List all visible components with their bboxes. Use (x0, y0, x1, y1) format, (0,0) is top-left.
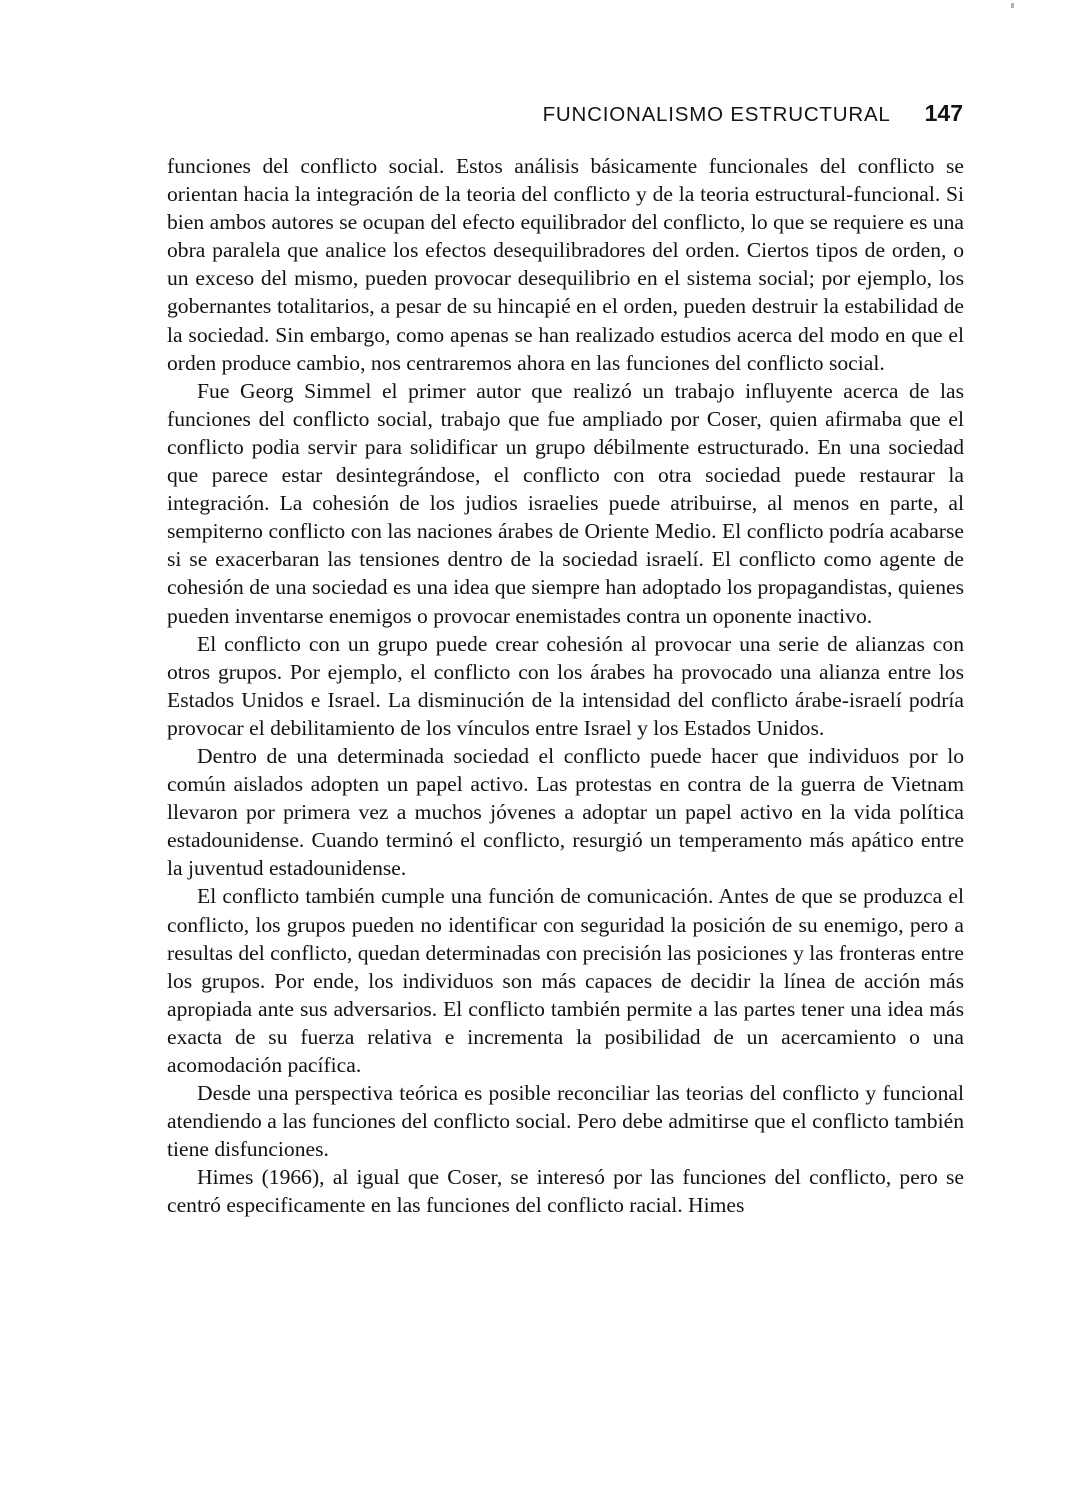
page-number: 147 (924, 100, 963, 126)
paragraph-6: Desde una perspectiva teórica es posible reconciliar las teorias del conflicto y funcional atendiendo a las funciones del conflicto social. Pero debe admitirse que el conflicto también tiene disfunciones. (167, 1081, 964, 1162)
paragraph-7: Himes (1966), al igual que Coser, se interesó por las funciones del conflicto, pero se centró especificamente en las funciones del conflicto racial. Himes (167, 1165, 964, 1218)
scan-artifact-speck (1011, 3, 1014, 8)
paragraph-5: El conflicto también cumple una función de comunicación. Antes de que se produzca el conflicto, los grupos pueden no identificar con seguridad la posición de su enemigo, pero a resultas del conflicto, quedan determinadas con precisión las posiciones y las fronteras entre los grupos. Por ende, los individuos son más capaces de decidir la línea de acción más apropiada ante sus adversarios. El conflicto también permite a las partes tener una idea más exacta de su fuerza relativa e incrementa la posibilidad de un acercamiento o una acomodación pacífica. (167, 884, 964, 1077)
running-head-title: FUNCIONALISMO ESTRUCTURAL (542, 103, 891, 126)
paragraph-4: Dentro de una determinada sociedad el conflicto puede hacer que individuos por lo común aislados adopten un papel activo. Las protestas en contra de la guerra de Vietnam llevaron por primera vez a muchos jóvenes a adoptar un papel activo en la vida política estadounidense. Cuando terminó el conflicto, resurgió un temperamento más apático entre la juventud estadounidense. (167, 743, 964, 881)
paragraph-3: El conflicto con un grupo puede crear cohesión al provocar una serie de alianzas con otros grupos. Por ejemplo, el conflicto con los árabes ha provocado una alianza entre los Estados Unidos e Israel. La disminución de la intensidad del conflicto árabe-israelí podría provocar el debilitamiento de los vínculos entre Israel y los Estados Unidos. (167, 631, 964, 740)
paragraph-1: funciones del conflicto social. Estos análisis básicamente funcionales del conflicto se orientan hacia la integración de la teoria del conflicto y de la teoria estructural-funcional. Si bien ambos autores se ocupan del efecto equilibrador del conflicto, lo que se requiere es una obra paralela que analice los efectos desequilibradores del orden. Ciertos tipos de orden, o un exceso del mismo, pueden provocar desequilibrio en el sistema social; por ejemplo, los gobernantes totalitarios, a pesar de su hincapié en el orden, pueden destruir la estabilidad de la sociedad. Sin embargo, como apenas se han realizado estudios acerca del modo en que el orden produce cambio, nos centraremos ahora en las funciones del conflicto social. (167, 154, 964, 375)
body-text-block (167, 152, 964, 1220)
running-head (167, 100, 963, 127)
paragraph-2: Fue Georg Simmel el primer autor que realizó un trabajo influyente acerca de las funciones del conflicto social, trabajo que fue ampliado por Coser, quien afirmaba que el conflicto podia servir para solidificar un grupo débilmente estructurado. En una sociedad que parece estar desintegrándose, el conflicto con otra sociedad puede restaurar la integración. La cohesión de los judios israelies puede atribuirse, al menos en parte, al sempiterno conflicto con las naciones árabes de Oriente Medio. El conflicto podría acabarse si se exacerbaran las tensiones dentro de la sociedad israelí. El conflicto como agente de cohesión de una sociedad es una idea que siempre han adoptado los propagandistas, quienes pueden inventarse enemigos o provocar enemistades contra un oponente inactivo. (167, 378, 964, 628)
